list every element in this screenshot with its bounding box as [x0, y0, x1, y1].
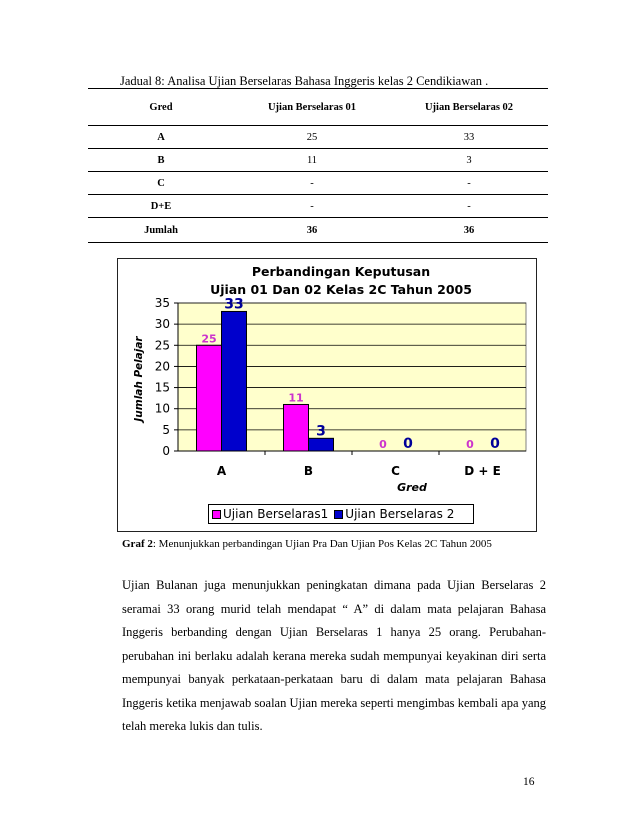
x-tick-label: A — [216, 464, 227, 478]
chart-legend — [208, 504, 474, 524]
table-cell: D+E — [88, 195, 234, 218]
table-cell: - — [390, 172, 548, 195]
x-tick-label: D + E — [464, 464, 501, 478]
table-cell: C — [88, 172, 234, 195]
table-header-cell: Ujian Berselaras 02 — [390, 89, 548, 126]
legend-swatch — [212, 510, 221, 519]
legend-item — [334, 507, 454, 521]
table-header-cell: Ujian Berselaras 01 — [234, 89, 390, 126]
legend-label: Ujian Berselaras1 — [223, 507, 329, 521]
table-cell: - — [234, 172, 390, 195]
table-row — [88, 172, 548, 195]
data-label: 11 — [288, 391, 304, 405]
y-tick-label: 20 — [154, 359, 170, 374]
bar-chart — [118, 259, 536, 531]
table-cell: 36 — [234, 218, 390, 243]
y-tick-label: 30 — [154, 317, 170, 332]
y-axis-label: Jumlah Pelajar — [133, 336, 145, 422]
table-cell: 11 — [234, 149, 390, 172]
data-label: 0 — [490, 436, 500, 452]
x-tick-label: B — [303, 464, 314, 478]
legend-item — [212, 507, 328, 521]
legend-swatch — [334, 510, 343, 519]
bar — [197, 345, 222, 451]
y-tick-label: 0 — [162, 444, 170, 458]
page-number: 16 — [523, 776, 535, 788]
table-total-row — [88, 218, 548, 243]
table-row — [88, 126, 548, 149]
x-axis-label: Gred — [397, 481, 427, 494]
table-row — [88, 149, 548, 172]
table-cell: 36 — [390, 218, 548, 243]
table-cell: A — [88, 126, 234, 149]
table-cell: Jumlah — [88, 218, 234, 243]
y-tick-label: 35 — [154, 296, 170, 310]
table-cell: B — [88, 149, 234, 172]
table-row — [88, 195, 548, 218]
bar — [222, 311, 247, 451]
table-cell: 3 — [390, 149, 548, 172]
data-label: 3 — [316, 423, 326, 440]
data-label: 0 — [466, 438, 474, 451]
bar — [309, 438, 334, 451]
table-cell: 25 — [234, 126, 390, 149]
figure-caption-label: Graf 2 — [122, 538, 153, 550]
chart-subtitle: Ujian 01 Dan 02 Kelas 2C Tahun 2005 — [210, 282, 472, 297]
bar — [284, 404, 309, 451]
y-tick-label: 5 — [162, 422, 170, 437]
y-tick-label: 25 — [154, 338, 170, 353]
chart-frame — [117, 258, 537, 532]
figure-caption — [122, 538, 492, 550]
table-cell: - — [234, 195, 390, 218]
table-caption: Jadual 8: Analisa Ujian Berselaras Bahasa Inggeris kelas 2 Cendikiawan . — [120, 74, 489, 88]
figure-caption-text: : Menunjukkan perbandingan Ujian Pra Dan Ujian Pos Kelas 2C Tahun 2005 — [152, 538, 492, 550]
table-cell: 33 — [390, 126, 548, 149]
table-header-row — [88, 89, 548, 126]
table-cell: - — [390, 195, 548, 218]
score-table — [88, 88, 548, 243]
x-tick-label: C — [391, 464, 400, 478]
y-tick-label: 15 — [154, 380, 170, 395]
data-label: 0 — [379, 438, 387, 451]
chart-title: Perbandingan Keputusan — [251, 264, 431, 279]
data-label: 25 — [201, 332, 217, 346]
data-label: 33 — [224, 296, 244, 313]
body-paragraph: Ujian Bulanan juga menunjukkan peningkatan dimana pada Ujian Berselaras 2 seramai 33 orang murid telah mendapat “ A” di dalam mata pelajaran Bahasa Inggeris berbanding dengan Ujian Berselaras 1 hanya 25 orang. Perubahan-perubahan ini berlaku adalah kerana mereka sudah mempunyai keyakinan diri serta mempunyai banyak perkataan-perkataan baru di dalam mata pelajaran Bahasa Inggeris ketika menjawab soalan Ujian mereka seperti mengimbas kembali apa yang telah mereka lukis dan tulis. — [122, 578, 546, 733]
legend-label: Ujian Berselaras 2 — [345, 507, 455, 521]
data-label: 0 — [403, 436, 413, 452]
table-header-cell: Gred — [88, 89, 234, 126]
y-tick-label: 10 — [154, 401, 170, 416]
